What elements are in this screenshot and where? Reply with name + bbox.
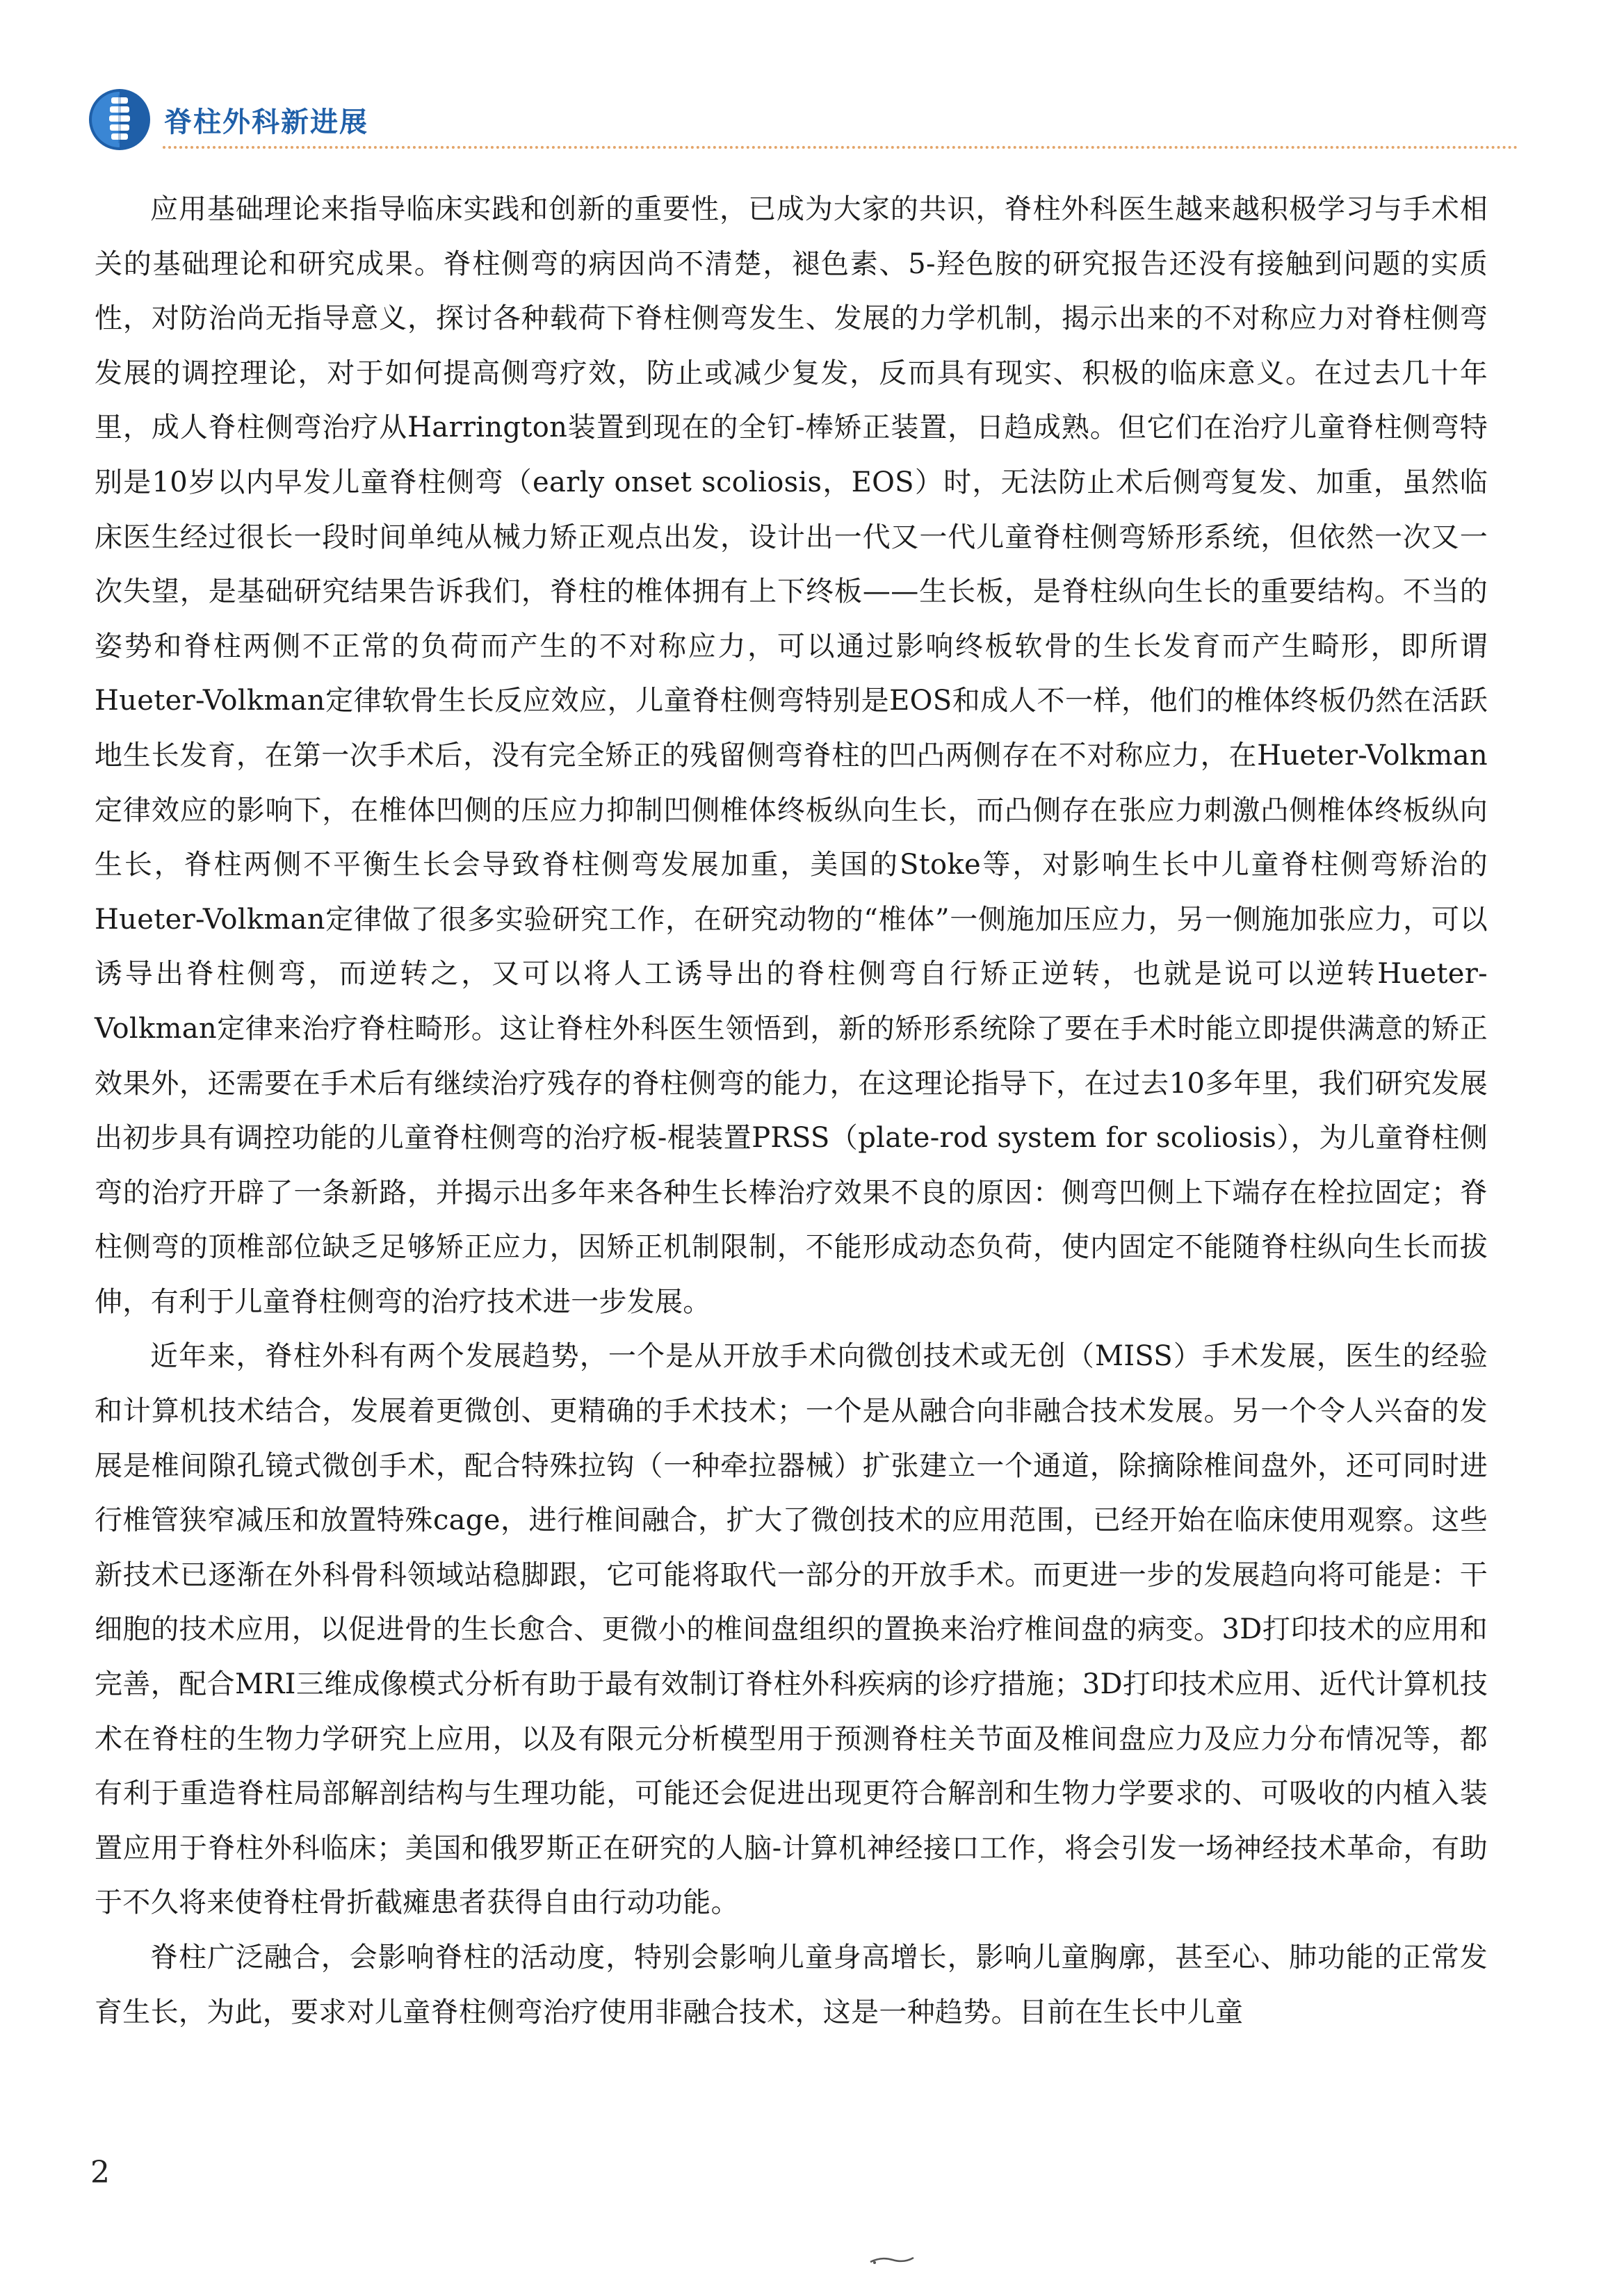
header-divider (163, 146, 1518, 149)
body-text (95, 182, 1488, 2039)
page-number: 2 (90, 2155, 110, 2190)
spine-logo-icon (88, 88, 152, 152)
paragraph: 近年来，脊柱外科有两个发展趋势，一个是从开放手术向微创技术或无创（MISS）手术发展，医生的经验和计算机技术结合，发展着更微创、更精确的手术技术；一个是从融合向非融合技术发展。另一个令人兴奋的发展是椎间隙孔镜式微创手术，配合特殊拉钩（一种牵拉器械）扩张建立一个通道，除摘除椎间盘外，还可同时进行椎管狭窄减压和放置特殊cage，进行椎间融合，扩大了微创技术的应用范围，已经开始在临床使用观察。这些新技术已逐渐在外科骨科领域站稳脚跟，它可能将取代一部分的开放手术。而更进一步的发展趋向将可能是：干细胞的技术应用，以促进骨的生长愈合、更微小的椎间盘组织的置换来治疗椎间盘的病变。3D打印技术的应用和完善，配合MRI三维成像模式分析有助于最有效制订脊柱外科疾病的诊疗措施；3D打印技术应用、近代计算机技术在脊柱的生物力学研究上应用，以及有限元分析模型用于预测脊柱关节面及椎间盘应力及应力分布情况等，都有利于重造脊柱局部解剖结构与生理功能，可能还会促进出现更符合解剖和生物力学要求的、可吸收的内植入装置应用于脊柱外科临床；美国和俄罗斯正在研究的人脑-计算机神经接口工作，将会引发一场神经技术革命，有助于不久将来使脊柱骨折截瘫患者获得自由行动功能。 (95, 1340, 1488, 1919)
book-title: 脊柱外科新进展 (164, 106, 368, 138)
paragraph: 脊柱广泛融合，会影响脊柱的活动度，特别会影响儿童身高增长，影响儿童胸廓，甚至心、肺功能的正常发育生长，为此，要求对儿童脊柱侧弯治疗使用非融合技术，这是一种趋势。目前在生长中儿童 (95, 1941, 1488, 2028)
paragraph: 应用基础理论来指导临床实践和创新的重要性，已成为大家的共识，脊柱外科医生越来越积极学习与手术相关的基础理论和研究成果。脊柱侧弯的病因尚不清楚，褪色素、5-羟色胺的研究报告还没有接触到问题的实质性，对防治尚无指导意义，探讨各种载荷下脊柱侧弯发生、发展的力学机制，揭示出来的不对称应力对脊柱侧弯发展的调控理论，对于如何提高侧弯疗效，防止或减少复发，反而具有现实、积极的临床意义。在过去几十年里，成人脊柱侧弯治疗从Harrington装置到现在的全钉-棒矫正装置，日趋成熟。但它们在治疗儿童脊柱侧弯特别是10岁以内早发儿童脊柱侧弯（early onset scoliosis，EOS）时，无法防止术后侧弯复发、加重，虽然临床医生经过很长一段时间单纯从械力矫正观点出发，设计出一代又一代儿童脊柱侧弯矫形系统，但依然一次又一次失望，是基础研究结果告诉我们，脊柱的椎体拥有上下终板——生长板，是脊柱纵向生长的重要结构。不当的姿势和脊柱两侧不正常的负荷而产生的不对称应力，可以通过影响终板软骨的生长发育而产生畸形，即所谓Hueter-Volkman定律软骨生长反应效应，儿童脊柱侧弯特别是EOS和成人不一样，他们的椎体终板仍然在活跃地生长发育，在第一次手术后，没有完全矫正的残留侧弯脊柱的凹凸两侧存在不对称应力，在Hueter-Volkman定律效应的影响下，在椎体凹侧的压应力抑制凹侧椎体终板纵向生长，而凸侧存在张应力刺激凸侧椎体终板纵向生长，脊柱两侧不平衡生长会导致脊柱侧弯发展加重，美国的Stoke等，对影响生长中儿童脊柱侧弯矫治的Hueter-Volkman定律做了很多实验研究工作，在研究动物的“椎体”一侧施加压应力，另一侧施加张应力，可以诱导出脊柱侧弯，而逆转之，又可以将人工诱导出的脊柱侧弯自行矫正逆转，也就是说可以逆转Hueter-Volkman定律来治疗脊柱畸形。这让脊柱外科医生领悟到，新的矫形系统除了要在手术时能立即提供满意的矫正效果外，还需要在手术后有继续治疗残存的脊柱侧弯的能力，在这理论指导下，在过去10多年里，我们研究发展出初步具有调控功能的儿童脊柱侧弯的治疗板-棍装置PRSS（plate-rod system for scoliosis），为儿童脊柱侧弯的治疗开辟了一条新路，并揭示出多年来各种生长棒治疗效果不良的原因：侧弯凹侧上下端存在栓拉固定；脊柱侧弯的顶椎部位缺乏足够矫正应力，因矫正机制限制，不能形成动态负荷，使内固定不能随脊柱纵向生长而拔伸，有利于儿童脊柱侧弯的治疗技术进一步发展。 (95, 193, 1488, 1318)
scan-smudge (868, 2254, 916, 2266)
running-header (88, 82, 1520, 158)
